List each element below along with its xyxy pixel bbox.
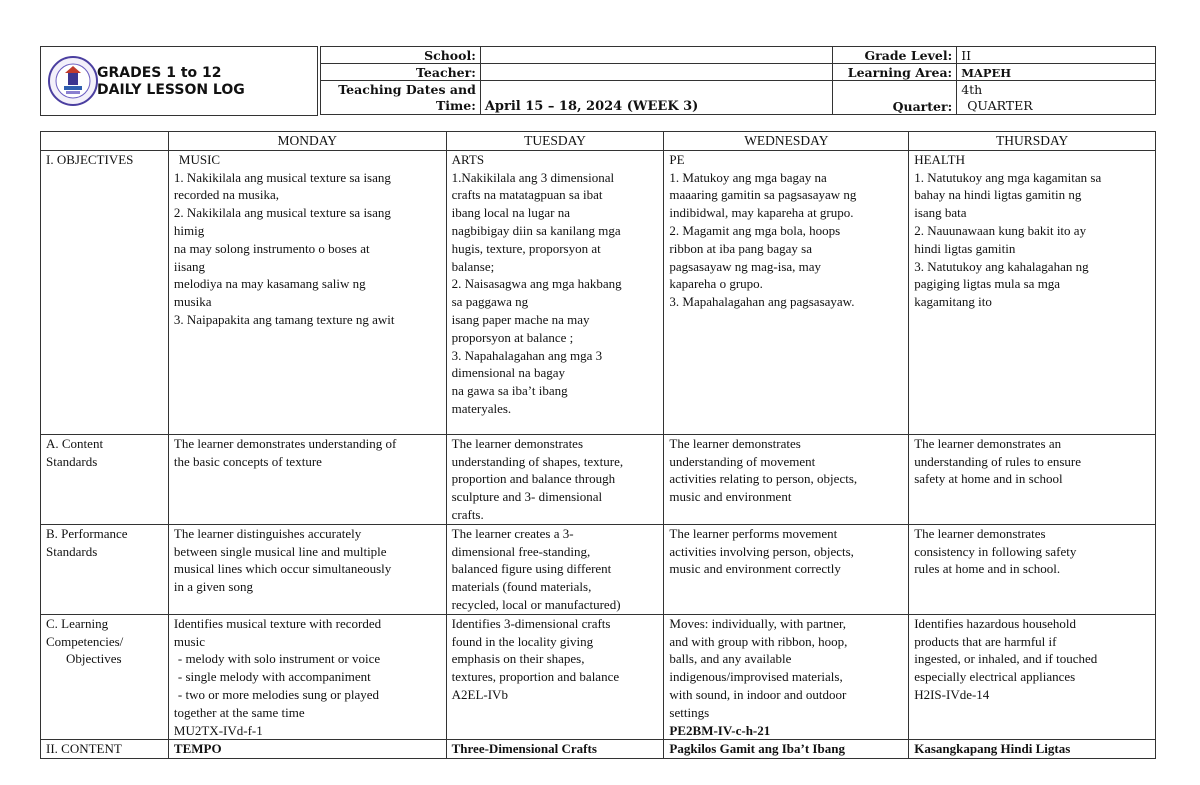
competencies-monday-line-2: music — [173, 633, 205, 649]
competencies-label-line3: Objectives — [66, 651, 122, 667]
competencies-thursday-line-5: H2IS-IVde-14 — [914, 686, 990, 702]
objectives-tuesday-line-10: isang paper mache na may — [451, 311, 590, 327]
quarter-value-line2: QUARTER — [967, 98, 1033, 113]
content-standards-thursday — [909, 434, 1156, 524]
performance-standards-tuesday-line-1: The learner creates a 3- — [451, 525, 574, 541]
objectives-label: I. OBJECTIVES — [41, 150, 169, 434]
competencies-label-line2: Competencies/ — [46, 633, 124, 649]
quarter-value — [957, 81, 1156, 115]
objectives-thursday-line-2: 1. Natutukoy ang mga kagamitan sa — [914, 169, 1102, 185]
objectives-wednesday-line-6: ribbon at iba pang bagay sa — [669, 240, 812, 256]
objectives-row — [41, 150, 1156, 434]
content-standards-tuesday-line-4: sculpture and 3- dimensional — [451, 489, 603, 505]
content-standards-row — [41, 434, 1156, 524]
performance-standards-monday-line-3: musical lines which occur simultaneously — [173, 561, 392, 577]
objectives-monday — [168, 150, 446, 434]
competencies-tuesday-line-5: A2EL-IVb — [451, 686, 508, 702]
performance-standards-wednesday-line-1: The learner performs movement — [669, 525, 838, 541]
content-standards-monday-line-2: the basic concepts of texture — [173, 453, 322, 469]
content-standards-thursday-line-2: understanding of rules to ensure — [914, 453, 1082, 469]
competencies-wednesday-text — [669, 615, 903, 722]
performance-standards-monday — [168, 524, 446, 614]
content-wednesday: Pagkilos Gamit ang Iba’t Ibang — [664, 740, 909, 759]
competencies-tuesday-line-4: textures, proportion and balance — [451, 669, 620, 685]
objectives-wednesday-line-1: PE — [669, 151, 685, 167]
content-standards-label-line2: Standards — [46, 453, 98, 469]
competencies-wednesday-text-line-4: indigenous/improvised materials, — [669, 669, 843, 685]
performance-standards-thursday — [909, 524, 1156, 614]
objectives-thursday-line-4: isang bata — [914, 205, 967, 221]
objectives-thursday-line-1: HEALTH — [914, 151, 966, 167]
corner-cell — [41, 132, 169, 151]
performance-standards-monday-line-2: between single musical line and multiple — [173, 543, 387, 559]
objectives-tuesday-line-11: proporsyon at balance ; — [451, 329, 574, 345]
header-title-line1: GRADES 1 to 12 — [97, 65, 222, 81]
performance-standards-wednesday — [664, 524, 909, 614]
competencies-monday-line-7: MU2TX-IVd-f-1 — [173, 722, 263, 738]
day-header-tuesday: TUESDAY — [446, 132, 664, 151]
objectives-tuesday-line-13: dimensional na bagay — [451, 365, 565, 381]
objectives-monday-line-1: MUSIC — [178, 151, 221, 167]
objectives-monday-line-7: iisang — [173, 258, 205, 274]
teaching-dates-label-line1: Teaching Dates and — [338, 82, 476, 97]
deped-seal-icon — [47, 55, 99, 107]
header-title-line2: DAILY LESSON LOG — [97, 82, 245, 98]
teaching-dates-value: April 15 – 18, 2024 (WEEK 3) — [480, 81, 832, 115]
competencies-wednesday-text-line-6: settings — [669, 704, 710, 720]
competencies-row — [41, 614, 1156, 740]
competencies-wednesday-text-line-3: balls, and any available — [669, 651, 792, 667]
content-standards-tuesday-line-2: understanding of shapes, texture, — [451, 453, 624, 469]
performance-standards-label — [41, 524, 169, 614]
competencies-wednesday-text-line-2: and with group with ribbon, hoop, — [669, 633, 848, 649]
competencies-monday — [168, 614, 446, 740]
performance-standards-thursday-line-1: The learner demonstrates — [914, 525, 1046, 541]
quarter-label: Quarter: — [833, 81, 957, 115]
objectives-wednesday-line-7: pagsasayaw ng mag-isa, may — [669, 258, 822, 274]
content-standards-thursday-line-3: safety at home and in school — [914, 471, 1063, 487]
content-standards-label-line1: A. Content — [46, 435, 104, 451]
competencies-tuesday-line-3: emphasis on their shapes, — [451, 651, 585, 667]
content-standards-label — [41, 434, 169, 524]
header-title-block — [40, 46, 318, 116]
competencies-thursday-line-1: Identifies hazardous household — [914, 615, 1076, 631]
quarter-value-line1: 4th — [961, 82, 983, 97]
performance-standards-wednesday-line-2: activities involving person, objects, — [669, 543, 854, 559]
learning-area-value: MAPEH — [957, 64, 1156, 81]
performance-standards-wednesday-line-3: music and environment correctly — [669, 561, 841, 577]
content-standards-thursday-line-1: The learner demonstrates an — [914, 435, 1062, 451]
teaching-dates-label — [321, 81, 481, 115]
objectives-wednesday-line-9: 3. Mapahalagahan ang pagsasayaw. — [669, 294, 855, 310]
objectives-tuesday-line-7: balanse; — [451, 258, 495, 274]
teaching-dates-label-line2: Time: — [435, 98, 476, 113]
competencies-thursday-line-2: products that are harmful if — [914, 633, 1057, 649]
competencies-monday-line-3: - melody with solo instrument or voice — [177, 651, 381, 667]
competencies-thursday-line-3: ingested, or inhaled, and if touched — [914, 651, 1098, 667]
performance-standards-tuesday — [446, 524, 664, 614]
performance-standards-tuesday-line-5: recycled, local or manufactured) — [451, 596, 621, 612]
objectives-tuesday-line-12: 3. Napahalagahan ang mga 3 — [451, 347, 603, 363]
learning-area-label: Learning Area: — [833, 64, 957, 81]
performance-standards-tuesday-line-2: dimensional free-standing, — [451, 543, 591, 559]
objectives-tuesday-line-4: ibang local na lugar na — [451, 205, 571, 221]
teacher-value — [480, 64, 832, 81]
content-thursday: Kasangkapang Hindi Ligtas — [909, 740, 1156, 759]
competencies-monday-line-4: - single melody with accompaniment — [177, 669, 371, 685]
school-value — [480, 47, 832, 64]
competencies-wednesday-text-line-1: Moves: individually, with partner, — [669, 615, 847, 631]
content-tuesday: Three-Dimensional Crafts — [446, 740, 664, 759]
content-standards-wednesday — [664, 434, 909, 524]
content-row — [41, 740, 1156, 759]
objectives-tuesday-line-15: materyales. — [451, 400, 512, 416]
content-standards-wednesday-line-4: music and environment — [669, 489, 792, 505]
objectives-tuesday-line-6: hugis, texture, proporsyon at — [451, 240, 601, 256]
objectives-monday-line-8: melodiya na may kasamang saliw ng — [173, 276, 366, 292]
competencies-wednesday-text-line-5: with sound, in indoor and outdoor — [669, 686, 847, 702]
objectives-monday-line-5: himig — [173, 222, 205, 238]
objectives-tuesday-line-9: sa paggawa ng — [451, 294, 529, 310]
content-standards-monday — [168, 434, 446, 524]
competencies-monday-line-6: together at the same time — [173, 704, 305, 720]
competencies-thursday — [909, 614, 1156, 740]
header-info-table — [320, 46, 1156, 115]
content-standards-tuesday-line-3: proportion and balance through — [451, 471, 616, 487]
performance-standards-label-line1: B. Performance — [46, 525, 128, 541]
content-standards-monday-line-1: The learner demonstrates understanding of — [173, 435, 397, 451]
teacher-label: Teacher: — [321, 64, 481, 81]
content-label: II. CONTENT — [41, 740, 169, 759]
day-header-monday: MONDAY — [168, 132, 446, 151]
objectives-tuesday-line-8: 2. Naisasagwa ang mga hakbang — [451, 276, 622, 292]
competencies-thursday-line-4: especially electrical appliances — [914, 669, 1076, 685]
objectives-wednesday-line-4: indibidwal, may kapareha at grupo. — [669, 205, 854, 221]
grade-level-label: Grade Level: — [833, 47, 957, 64]
day-header-thursday: THURSDAY — [909, 132, 1156, 151]
objectives-monday-line-6: na may solong instrumento o boses at — [173, 240, 370, 256]
objectives-tuesday-line-14: na gawa sa iba’t ibang — [451, 383, 568, 399]
competencies-wednesday-code: PE2BM-IV-c-h-21 — [669, 722, 771, 738]
content-standards-wednesday-line-2: understanding of movement — [669, 453, 816, 469]
objectives-monday-line-4: 2. Nakikilala ang musical texture sa isang — [173, 205, 391, 221]
objectives-wednesday-line-2: 1. Matukoy ang mga bagay na — [669, 169, 827, 185]
content-standards-tuesday-line-1: The learner demonstrates — [451, 435, 584, 451]
performance-standards-tuesday-line-3: balanced figure using different — [451, 561, 612, 577]
objectives-monday-line-10: 3. Naipapakita ang tamang texture ng awit — [173, 311, 395, 327]
day-header-wednesday: WEDNESDAY — [664, 132, 909, 151]
performance-standards-thursday-line-3: rules at home and in school. — [914, 561, 1061, 577]
objectives-monday-line-3: recorded na musika, — [173, 187, 279, 203]
competencies-monday-line-5: - two or more melodies sung or played — [177, 686, 380, 702]
content-standards-wednesday-line-1: The learner demonstrates — [669, 435, 801, 451]
performance-standards-monday-line-1: The learner distinguishes accurately — [173, 525, 362, 541]
objectives-tuesday-line-1: ARTS — [451, 151, 485, 167]
objectives-thursday-line-6: hindi ligtas gamitin — [914, 240, 1016, 256]
objectives-wednesday — [664, 150, 909, 434]
objectives-thursday-line-7: 3. Natutukoy ang kahalagahan ng — [914, 258, 1089, 274]
objectives-tuesday-line-3: crafts na matatagpuan sa ibat — [451, 187, 603, 203]
objectives-wednesday-line-5: 2. Magamit ang mga bola, hoops — [669, 222, 841, 238]
objectives-thursday — [909, 150, 1156, 434]
competencies-label — [41, 614, 169, 740]
objectives-monday-line-2: 1. Nakikilala ang musical texture sa isang — [173, 169, 391, 185]
school-label: School: — [321, 47, 481, 64]
objectives-wednesday-line-8: kapareha o grupo. — [669, 276, 763, 292]
performance-standards-row — [41, 524, 1156, 614]
objectives-monday-line-9: musika — [173, 294, 212, 310]
content-standards-tuesday-line-5: crafts. — [451, 506, 484, 522]
objectives-thursday-line-5: 2. Nauunawaan kung bakit ito ay — [914, 222, 1087, 238]
competencies-monday-line-1: Identifies musical texture with recorded — [173, 615, 382, 631]
objectives-tuesday-line-5: nagbibigay diin sa kanilang mga — [451, 222, 621, 238]
competencies-label-line1: C. Learning — [46, 615, 109, 631]
competencies-wednesday — [664, 614, 909, 740]
content-standards-tuesday — [446, 434, 664, 524]
objectives-wednesday-line-3: maaaring gamitin sa pagsasayaw ng — [669, 187, 857, 203]
competencies-tuesday — [446, 614, 664, 740]
performance-standards-label-line2: Standards — [46, 543, 98, 559]
content-standards-wednesday-line-3: activities relating to person, objects, — [669, 471, 858, 487]
performance-standards-monday-line-4: in a given song — [173, 579, 253, 595]
content-monday: TEMPO — [168, 740, 446, 759]
competencies-tuesday-line-1: Identifies 3-dimensional crafts — [451, 615, 611, 631]
objectives-tuesday — [446, 150, 664, 434]
performance-standards-thursday-line-2: consistency in following safety — [914, 543, 1077, 559]
performance-standards-tuesday-line-4: materials (found materials, — [451, 579, 592, 595]
objectives-tuesday-line-2: 1.Nakikilala ang 3 dimensional — [451, 169, 615, 185]
day-header-row — [41, 132, 1156, 151]
objectives-thursday-line-9: kagamitang ito — [914, 294, 992, 310]
objectives-thursday-line-3: bahay na hindi ligtas gamitin ng — [914, 187, 1082, 203]
grade-level-value: II — [957, 47, 1156, 64]
objectives-thursday-line-8: pagiging ligtas mula sa mga — [914, 276, 1061, 292]
lesson-log-table — [40, 131, 1156, 759]
competencies-tuesday-line-2: found in the locality giving — [451, 633, 594, 649]
